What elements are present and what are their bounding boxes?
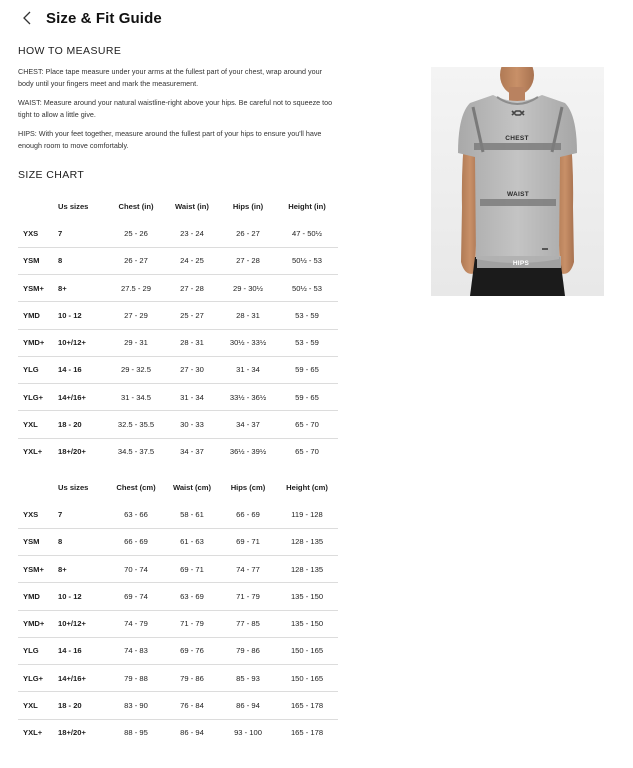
chest-value: 27.5 - 29	[108, 275, 164, 302]
size-code: YSM+	[18, 275, 58, 302]
height-value: 135 - 150	[276, 583, 338, 610]
measurement-figure	[431, 67, 604, 296]
waist-value: 76 - 84	[164, 692, 220, 719]
us-size: 10 - 12	[58, 583, 108, 610]
hips-value: 29 - 30½	[220, 275, 276, 302]
hips-value: 77 - 85	[220, 610, 276, 637]
table-row	[18, 556, 338, 583]
size-code: YMD	[18, 583, 58, 610]
chest-value: 79 - 88	[108, 665, 164, 692]
table-row	[18, 220, 338, 247]
height-value: 50½ - 53	[276, 247, 338, 274]
chest-header: Chest (cm)	[116, 483, 156, 492]
waist-value: 69 - 76	[164, 637, 220, 664]
hips-value: 66 - 69	[220, 501, 276, 528]
table-row	[18, 501, 338, 528]
height-value: 59 - 65	[276, 384, 338, 411]
us-size: 18+/20+	[58, 728, 86, 738]
size-code: YLG	[18, 356, 58, 383]
hips-header: Hips (cm)	[230, 483, 266, 492]
us-sizes-header: Us sizes	[58, 483, 89, 492]
waist-value: 24 - 25	[164, 247, 220, 274]
hips-value: 36½ - 39½	[229, 447, 267, 457]
waist-value: 61 - 63	[164, 528, 220, 555]
height-value: 150 - 165	[276, 637, 338, 664]
hips-value: 69 - 71	[220, 528, 276, 555]
waist-value: 86 - 94	[180, 728, 204, 738]
table-row	[18, 719, 338, 746]
us-size: 7	[58, 501, 108, 528]
height-value: 150 - 165	[276, 665, 338, 692]
waist-instructions: WAIST: Measure around your natural waistline-right above your hips. Be careful not to squeeze too tight to allow a little give.	[18, 98, 333, 119]
us-size: 8+	[58, 556, 108, 583]
table-row	[18, 247, 338, 274]
chest-value: 70 - 74	[108, 556, 164, 583]
us-size: 18 - 20	[58, 692, 108, 719]
size-code: YXL	[18, 411, 58, 438]
us-size: 7	[58, 220, 108, 247]
height-value: 128 - 135	[276, 528, 338, 555]
us-size: 10 - 12	[58, 302, 108, 329]
table-row	[18, 438, 338, 465]
height-value: 65 - 70	[276, 411, 338, 438]
waist-header: Waist (in)	[175, 202, 209, 211]
size-code: YXL+	[23, 728, 43, 738]
size-chart-heading: SIZE CHART	[18, 169, 85, 181]
table-row	[18, 329, 338, 356]
table-row	[18, 583, 338, 610]
waist-value: 28 - 31	[164, 329, 220, 356]
table-row	[18, 384, 338, 411]
us-size: 14 - 16	[58, 356, 108, 383]
us-size: 8	[58, 528, 108, 555]
page-header	[18, 6, 162, 30]
size-code: YXS	[18, 501, 58, 528]
us-size: 14 - 16	[58, 637, 108, 664]
height-value: 165 - 178	[276, 692, 338, 719]
size-code: YXS	[18, 220, 58, 247]
size-code: YLG	[18, 637, 58, 664]
table-row	[18, 692, 338, 719]
chest-header: Chest (in)	[118, 202, 154, 211]
chest-value: 88 - 95	[124, 728, 148, 738]
hips-value: 74 - 77	[220, 556, 276, 583]
height-value: 135 - 150	[276, 610, 338, 637]
height-header: Height (in)	[288, 202, 326, 211]
us-size: 14+/16+	[58, 384, 108, 411]
size-code: YMD	[18, 302, 58, 329]
chest-value: 83 - 90	[108, 692, 164, 719]
table-row	[18, 302, 338, 329]
size-code: YSM	[18, 528, 58, 555]
waist-value: 30 - 33	[164, 411, 220, 438]
hips-value: 34 - 37	[220, 411, 276, 438]
chest-value: 25 - 26	[108, 220, 164, 247]
waist-value: 31 - 34	[164, 384, 220, 411]
size-table-cm	[18, 474, 338, 746]
height-value: 53 - 59	[276, 302, 338, 329]
waist-value: 63 - 69	[164, 583, 220, 610]
size-code-header	[18, 193, 58, 220]
hips-value: 93 - 100	[234, 728, 262, 738]
chest-value: 29 - 31	[108, 329, 164, 356]
size-table-inches	[18, 193, 338, 465]
size-code-header	[18, 474, 58, 501]
hips-value: 27 - 28	[220, 247, 276, 274]
waist-value: 27 - 30	[164, 356, 220, 383]
hips-instructions: HIPS: With your feet together, measure around the fullest part of your hips to ensure you'll have enough room to move comfortably.	[18, 129, 322, 150]
waist-value: 25 - 27	[164, 302, 220, 329]
hips-value: 33½ - 36½	[220, 384, 276, 411]
us-sizes-header: Us sizes	[58, 202, 89, 211]
height-value: 65 - 70	[295, 447, 319, 457]
waist-value: 58 - 61	[164, 501, 220, 528]
chevron-left-icon[interactable]	[18, 9, 36, 27]
size-code: YLG+	[18, 665, 58, 692]
us-size: 10+/12+	[58, 329, 108, 356]
chest-value: 27 - 29	[108, 302, 164, 329]
us-size: 18 - 20	[58, 411, 108, 438]
table-header-row	[18, 193, 338, 220]
hips-value: 85 - 93	[220, 665, 276, 692]
height-header: Height (cm)	[286, 483, 328, 492]
table-header-row	[18, 474, 338, 501]
hips-value: 79 - 86	[220, 637, 276, 664]
height-value: 53 - 59	[276, 329, 338, 356]
waist-value: 27 - 28	[164, 275, 220, 302]
height-value: 128 - 135	[276, 556, 338, 583]
hips-value: 31 - 34	[220, 356, 276, 383]
height-value: 165 - 178	[290, 728, 324, 738]
size-code: YXL	[18, 692, 58, 719]
hips-value: 26 - 27	[220, 220, 276, 247]
size-code: YLG+	[18, 384, 58, 411]
hips-value: 86 - 94	[220, 692, 276, 719]
table-row	[18, 528, 338, 555]
us-size: 10+/12+	[58, 610, 108, 637]
waist-value: 71 - 79	[164, 610, 220, 637]
hips-value: 71 - 79	[220, 583, 276, 610]
height-value: 119 - 128	[276, 501, 338, 528]
table-row	[18, 665, 338, 692]
table-row	[18, 610, 338, 637]
waist-value: 34 - 37	[180, 447, 204, 457]
us-size: 18+/20+	[58, 447, 86, 457]
hips-header: Hips (in)	[232, 202, 264, 211]
chest-value: 66 - 69	[108, 528, 164, 555]
hips-label: HIPS	[512, 260, 530, 267]
waist-header: Waist (cm)	[172, 483, 212, 492]
us-size: 8	[58, 247, 108, 274]
table-row	[18, 637, 338, 664]
waist-label: WAIST	[506, 191, 530, 198]
height-value: 50½ - 53	[276, 275, 338, 302]
how-to-measure-heading: HOW TO MEASURE	[18, 45, 122, 57]
page-title: Size & Fit Guide	[46, 9, 162, 27]
table-row	[18, 356, 338, 383]
chest-value: 63 - 66	[108, 501, 164, 528]
chest-value: 32.5 - 35.5	[108, 411, 164, 438]
waist-value: 79 - 86	[164, 665, 220, 692]
hips-value: 28 - 31	[220, 302, 276, 329]
size-code: YMD+	[18, 610, 58, 637]
height-value: 47 - 50½	[276, 220, 338, 247]
chest-value: 29 - 32.5	[108, 356, 164, 383]
hips-value: 30½ - 33½	[220, 329, 276, 356]
chest-label: CHEST	[505, 135, 529, 142]
size-code: YXL+	[23, 447, 43, 457]
waist-value: 23 - 24	[164, 220, 220, 247]
chest-instructions: CHEST: Place tape measure under your arms at the fullest part of your chest, wrap around your body until your fingers meet and mark the measurement.	[18, 67, 323, 88]
table-row	[18, 275, 338, 302]
size-code: YSM+	[18, 556, 58, 583]
chest-value: 34.5 - 37.5	[117, 447, 155, 457]
size-code: YSM	[18, 247, 58, 274]
us-size: 8+	[58, 275, 108, 302]
chest-value: 74 - 79	[108, 610, 164, 637]
chest-value: 26 - 27	[108, 247, 164, 274]
chest-value: 69 - 74	[108, 583, 164, 610]
table-row	[18, 411, 338, 438]
waist-value: 69 - 71	[164, 556, 220, 583]
us-size: 14+/16+	[58, 665, 108, 692]
chest-value: 74 - 83	[108, 637, 164, 664]
size-code: YMD+	[18, 329, 58, 356]
height-value: 59 - 65	[276, 356, 338, 383]
chest-value: 31 - 34.5	[108, 384, 164, 411]
